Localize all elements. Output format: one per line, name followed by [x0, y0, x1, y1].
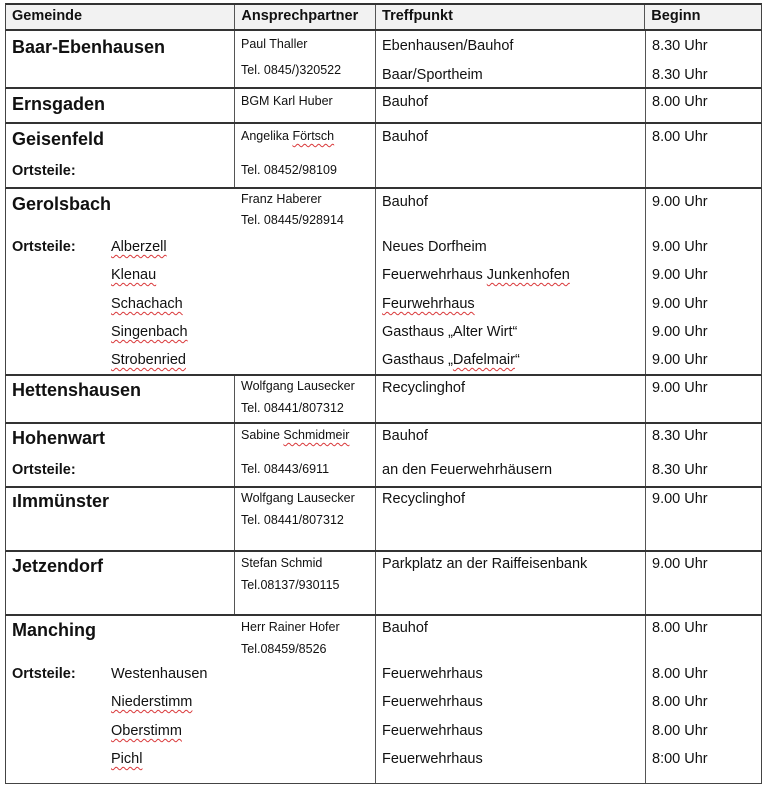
meeting-time: 8.00 Uhr — [652, 620, 708, 636]
meeting-time: 8.00 Uhr — [652, 666, 708, 682]
table-row-geisenfeld — [5, 124, 762, 189]
meeting-place: Gasthaus „Dafelmair“ — [382, 352, 520, 368]
ortsteile-label: Ortsteile: — [12, 163, 76, 179]
gemeinde-name: Hohenwart — [12, 428, 106, 448]
meeting-time: 9.00 Uhr — [652, 296, 708, 312]
meeting-time: 9.00 Uhr — [652, 380, 708, 396]
contact-name: Paul Thaller — [241, 37, 308, 51]
meeting-time: 8.30 Uhr — [652, 462, 708, 478]
ortsteil-name: Westenhausen — [111, 666, 208, 682]
meeting-place: Feuerwehrhaus — [382, 694, 483, 710]
meeting-time: 9.00 Uhr — [652, 194, 708, 210]
meeting-place: Bauhof — [382, 129, 428, 145]
contact-name: Sabine Schmidmeir — [241, 428, 350, 442]
meeting-time: 9.00 Uhr — [652, 352, 708, 368]
meeting-time: 8.30 Uhr — [652, 67, 708, 83]
meeting-time: 9.00 Uhr — [652, 267, 708, 283]
contact-phone: Tel. 08441/807312 — [241, 513, 344, 527]
ortsteil-name: Strobenried — [111, 352, 186, 368]
ortsteil-name: Oberstimm — [111, 723, 182, 739]
meeting-place: Feuerwehrhaus Junkenhofen — [382, 267, 570, 283]
schedule-table — [5, 3, 762, 784]
ortsteile-label: Ortsteile: — [12, 462, 76, 478]
meeting-time: 8.00 Uhr — [652, 723, 708, 739]
meeting-place: Ebenhausen/Bauhof — [382, 38, 514, 54]
contact-phone: Tel.08459/8526 — [241, 642, 327, 656]
meeting-place: Bauhof — [382, 94, 428, 110]
meeting-place: Feuerwehrhaus — [382, 751, 483, 767]
meeting-place: Baar/Sportheim — [382, 67, 483, 83]
table-row-hettenshausen — [5, 376, 762, 424]
contact-phone: Tel. 08445/928914 — [241, 213, 344, 227]
meeting-time: 8.00 Uhr — [652, 129, 708, 145]
meeting-place: Parkplatz an der Raiffeisenbank — [382, 556, 588, 572]
contact-phone: Tel. 0845/)320522 — [241, 63, 342, 77]
contact-name: Wolfgang Lausecker — [241, 379, 355, 393]
gemeinde-name: Hettenshausen — [12, 380, 142, 400]
contact-name: BGM Karl Huber — [241, 94, 333, 108]
meeting-place: Recyclinghof — [382, 380, 466, 396]
gemeinde-name: Ernsgaden — [12, 94, 106, 114]
meeting-place: Bauhof — [382, 428, 428, 444]
ortsteil-name: Singenbach — [111, 324, 188, 340]
gemeinde-name: ıImmünster — [12, 491, 110, 511]
contact-name: Angelika Förtsch — [241, 129, 335, 143]
contact-name: Wolfgang Lausecker — [241, 491, 355, 505]
contact-phone: Tel. 08452/98109 — [241, 163, 337, 177]
table-row-gerolsbach — [5, 189, 762, 376]
contact-phone: Tel.08137/930115 — [241, 578, 340, 592]
ortsteile-label: Ortsteile: — [12, 666, 76, 682]
meeting-place: an den Feuerwehrhäusern — [382, 462, 553, 478]
ortsteil-name: Schachach — [111, 296, 183, 312]
meeting-time: 9.00 Uhr — [652, 556, 708, 572]
table-row-hohenwart — [5, 424, 762, 488]
meeting-place: Gasthaus „Alter Wirt“ — [382, 324, 518, 340]
header-treffpunkt: Treffpunkt — [375, 5, 644, 29]
table-row-ilmmuenster — [5, 488, 762, 552]
meeting-place: Bauhof — [382, 194, 428, 210]
meeting-place: Feuerwehrhaus — [382, 723, 483, 739]
gemeinde-name: Geisenfeld — [12, 129, 105, 149]
gemeinde-name: Manching — [12, 620, 96, 640]
meeting-time: 9.00 Uhr — [652, 239, 708, 255]
table-header — [5, 3, 762, 31]
contact-name: Herr Rainer Hofer — [241, 620, 340, 634]
gemeinde-name: Gerolsbach — [12, 194, 112, 214]
meeting-place: Neues Dorfheim — [382, 239, 487, 255]
ortsteile-label: Ortsteile: — [12, 239, 76, 255]
meeting-time: 8:00 Uhr — [652, 751, 708, 767]
ortsteil-name: Alberzell — [111, 239, 167, 255]
gemeinde-name: Baar-Ebenhausen — [12, 37, 166, 57]
meeting-time: 9.00 Uhr — [652, 324, 708, 340]
meeting-time: 8.00 Uhr — [652, 694, 708, 710]
table-row-manching — [5, 616, 762, 784]
table-row-baar-ebenhausen — [5, 31, 762, 89]
meeting-time: 8.30 Uhr — [652, 38, 708, 54]
meeting-place: Recyclinghof — [382, 491, 466, 507]
contact-phone: Tel. 08443/6911 — [241, 462, 330, 476]
header-beginn: Beginn — [644, 5, 761, 29]
meeting-time: 9.00 Uhr — [652, 491, 708, 507]
contact-name: Stefan Schmid — [241, 556, 323, 570]
gemeinde-name: Jetzendorf — [12, 556, 104, 576]
ortsteil-name: Klenau — [111, 267, 157, 283]
meeting-place: Bauhof — [382, 620, 428, 636]
meeting-time: 8.00 Uhr — [652, 94, 708, 110]
header-ansprechpartner: Ansprechpartner — [234, 5, 375, 29]
header-gemeinde: Gemeinde — [12, 8, 83, 24]
contact-phone: Tel. 08441/807312 — [241, 401, 344, 415]
contact-name: Franz Haberer — [241, 192, 322, 206]
ortsteil-name: Pichl — [111, 751, 143, 767]
meeting-time: 8.30 Uhr — [652, 428, 708, 444]
table-row-ernsgaden — [5, 89, 762, 124]
ortsteil-name: Niederstimm — [111, 694, 193, 710]
table-row-jetzendorf — [5, 552, 762, 616]
meeting-place: Feuerwehrhaus — [382, 666, 483, 682]
meeting-place: Feurwehrhaus — [382, 296, 475, 312]
